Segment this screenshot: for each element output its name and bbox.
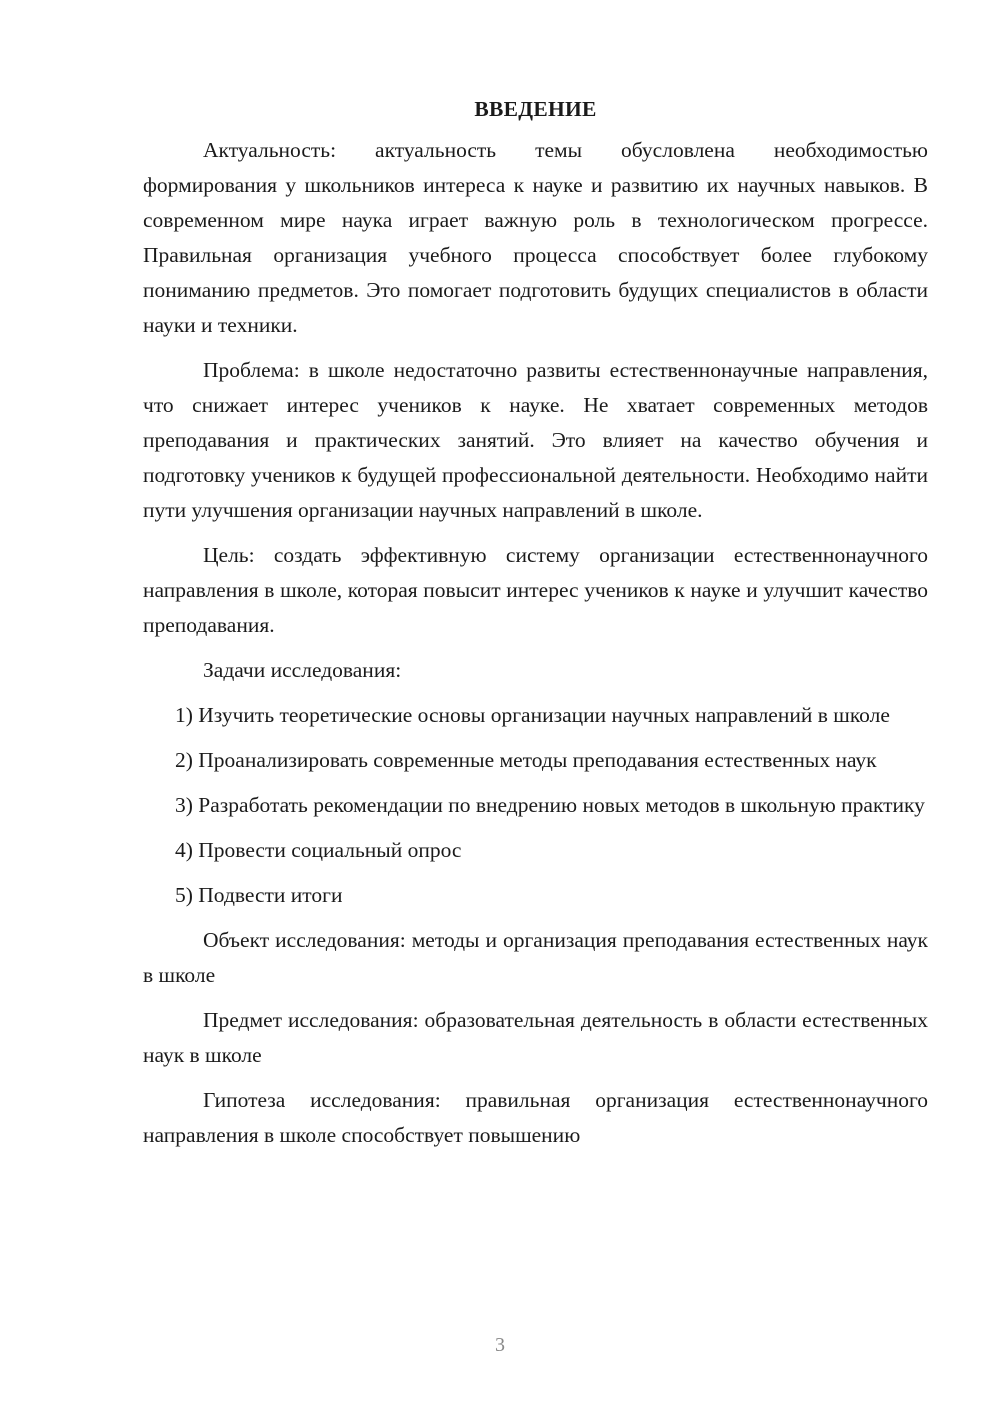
hypothesis-paragraph: Гипотеза исследования: правильная организация естественнонаучного направления в школе способствует повышению xyxy=(143,1088,928,1147)
subject-paragraph: Предмет исследования: образовательная деятельность в области естественных наук в школе xyxy=(143,1008,928,1067)
task-item-1: 1) Изучить теоретические основы организации научных направлений в школе xyxy=(175,703,890,727)
task-item-2: 2) Проанализировать современные методы преподавания естественных наук xyxy=(175,748,877,772)
task-item-5: 5) Подвести итоги xyxy=(175,883,343,907)
page-content xyxy=(143,92,928,1153)
tasks-heading: Задачи исследования: xyxy=(203,658,402,682)
object-paragraph: Объект исследования: методы и организация преподавания естественных наук в школе xyxy=(143,928,928,987)
page-number: 3 xyxy=(495,1334,505,1356)
page-title: ВВЕДЕНИЕ xyxy=(474,97,597,121)
goal-paragraph: Цель: создать эффективную систему организации естественнонаучного направления в школе, которая повысит интерес учеников к науке и улучшит качество преподавания. xyxy=(143,543,928,637)
problem-paragraph: Проблема: в школе недостаточно развиты естественнонаучные направления, что снижает интерес учеников к науке. Не хватает современных методов преподавания и практических занятий. Это влияет на качество обучения и подготовку учеников к будущей профессиональной деятельности. Необходимо найти пути улучшения организации научных направлений в школе. xyxy=(143,358,928,522)
relevance-paragraph: Актуальность: актуальность темы обусловлена необходимостью формирования у школьников интереса к науке и развитию их научных навыков. В современном мире наука играет важную роль в технологическом прогрессе. Правильная организация учебного процесса способствует более глубокому пониманию предметов. Это помогает подготовить будущих специалистов в области науки и техники. xyxy=(143,138,928,337)
task-item-3: 3) Разработать рекомендации по внедрению новых методов в школьную практику xyxy=(175,793,925,817)
task-item-4: 4) Провести социальный опрос xyxy=(175,838,462,862)
